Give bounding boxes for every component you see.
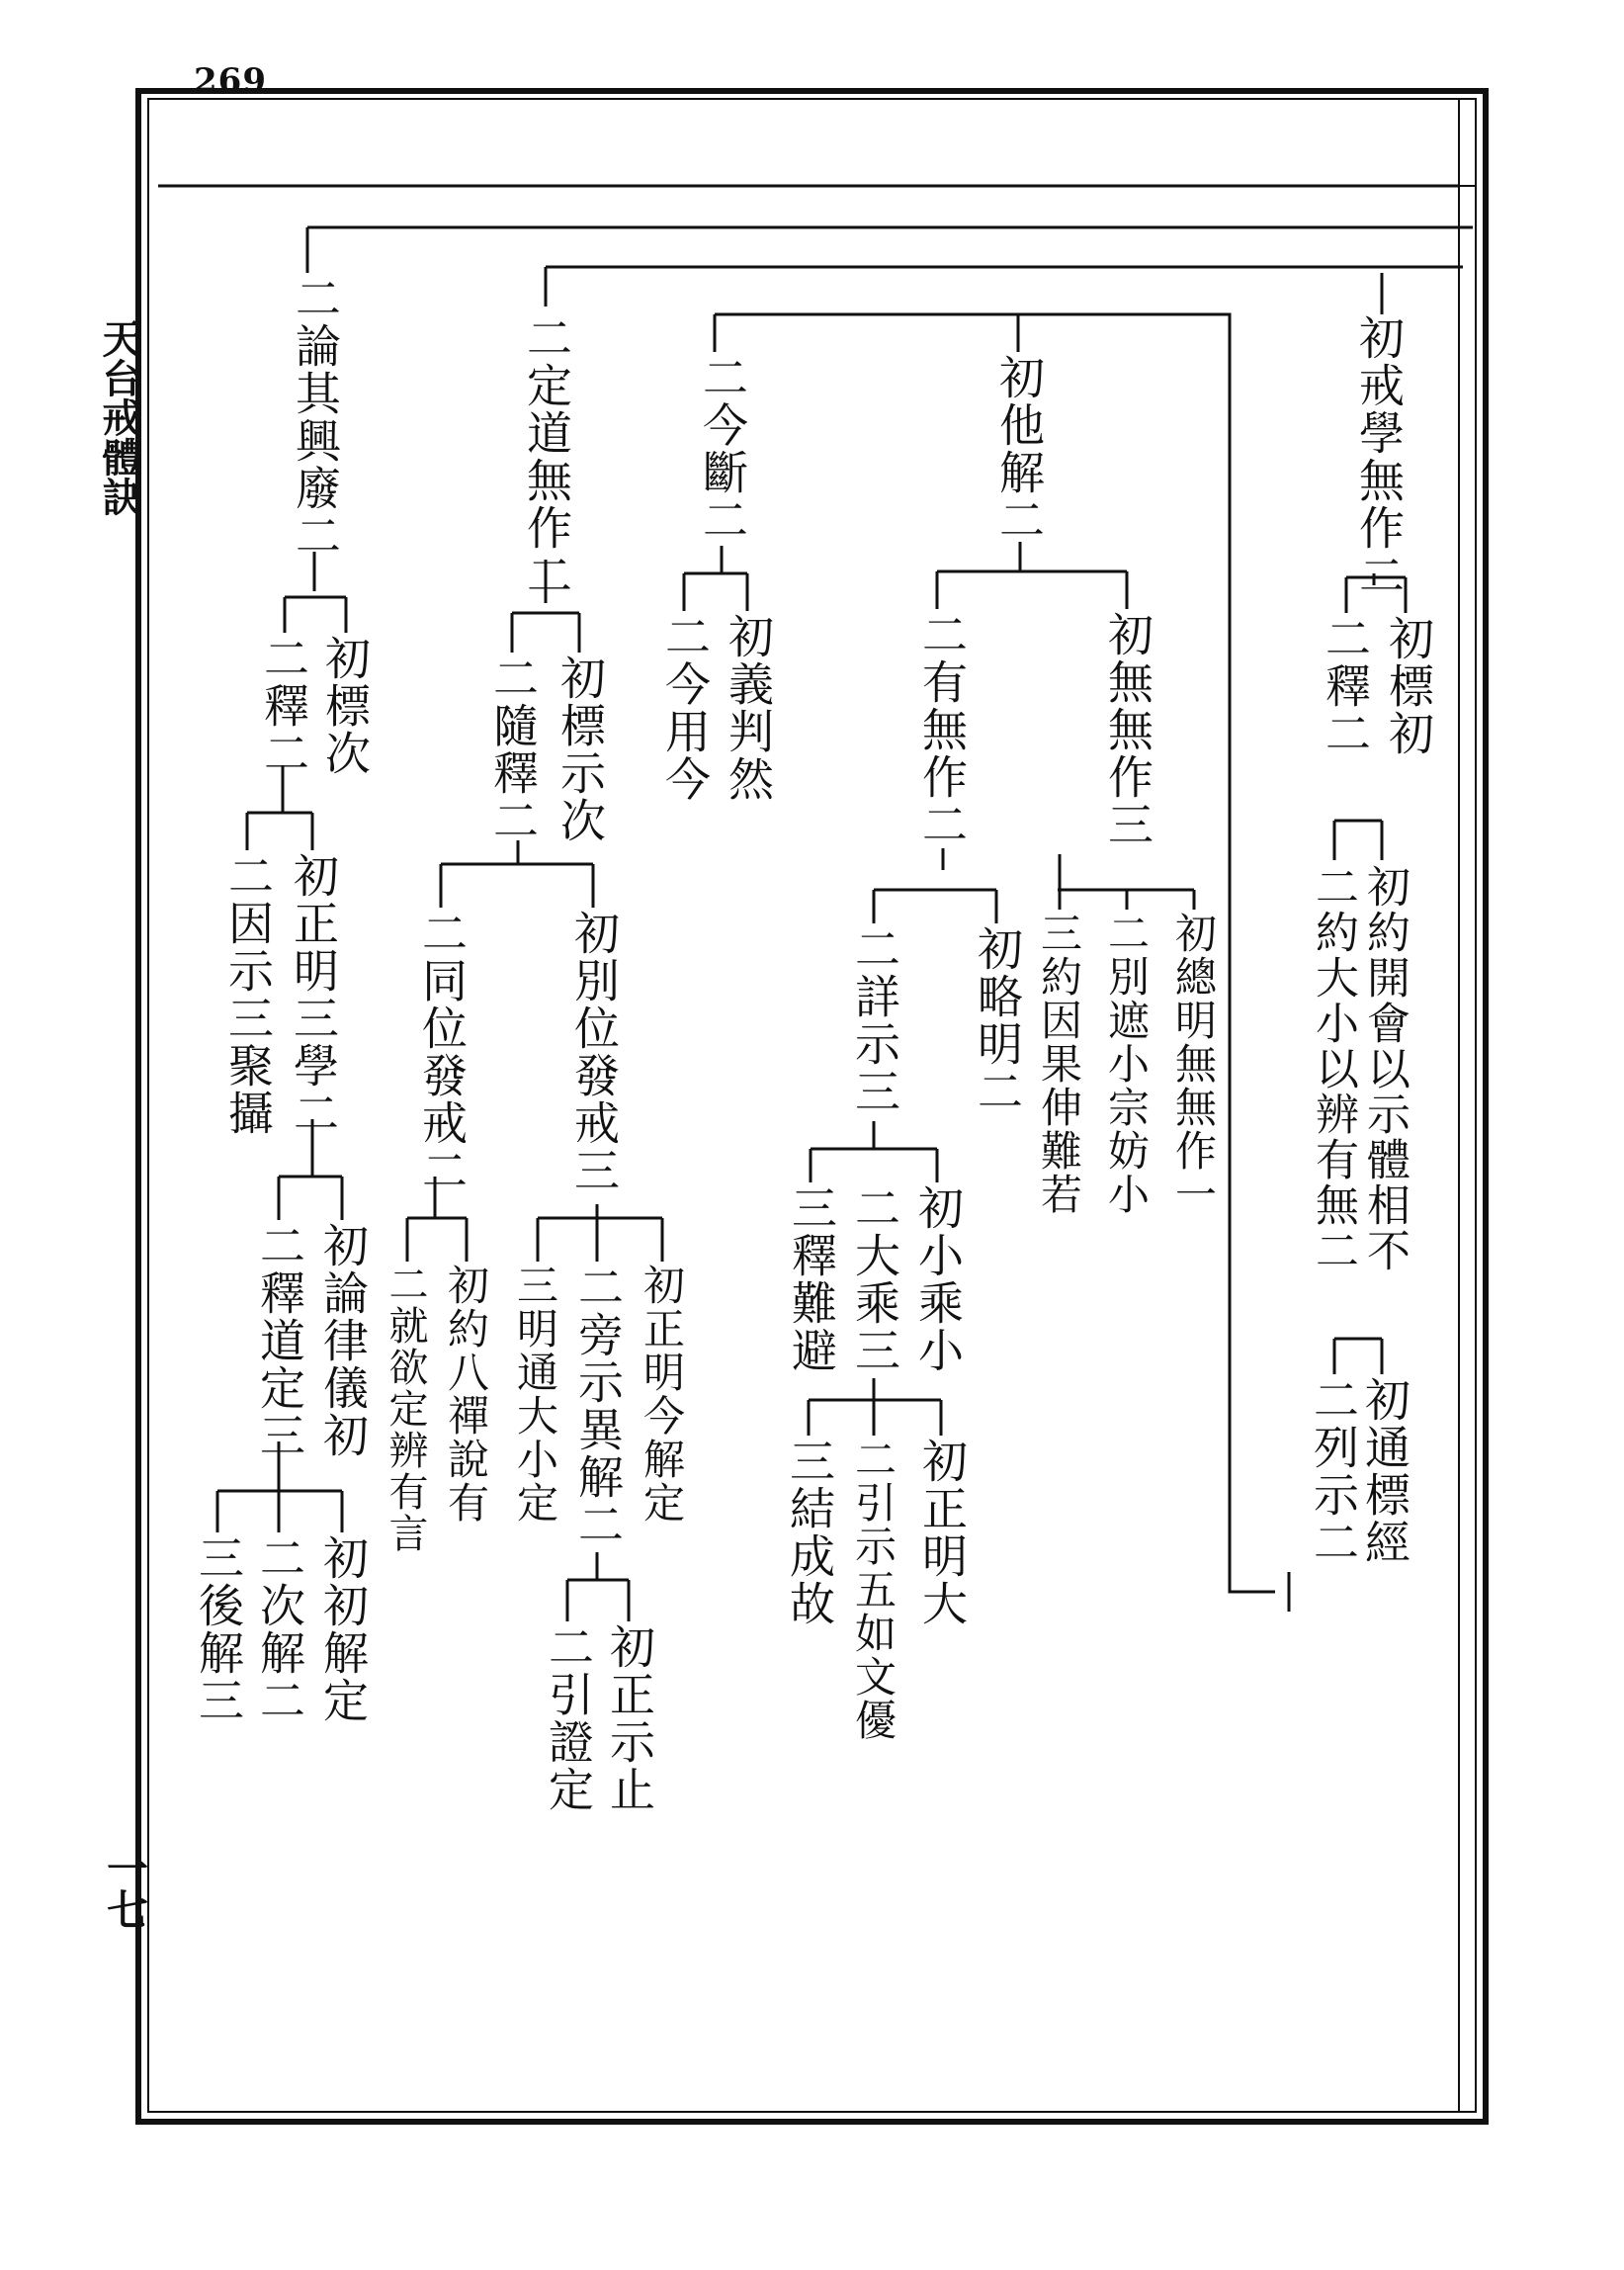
page-number: 269	[194, 61, 267, 101]
node-b2-yipan: 初義判然	[722, 613, 775, 803]
node-b1-biezhe: 二別遮小宗妨小	[1102, 912, 1151, 1216]
node-b1: 初他解二	[992, 354, 1046, 544]
node-c-tong: 二同位發戒二	[415, 910, 469, 1194]
node-d-shidaoding: 二釋道定三	[253, 1222, 306, 1459]
page-footer: 一七	[101, 1847, 149, 1930]
node-b1-xiangshi: 二詳示三	[848, 925, 901, 1115]
node-c-jiuyuding: 二就欲定辨有言	[383, 1264, 428, 1554]
node-c-yuebachan: 初約八禪說有	[442, 1264, 490, 1525]
node-d-shi: 二釋二	[257, 635, 310, 777]
node-c-zhengshi: 初正示止	[603, 1623, 656, 1813]
node-d-zhengming: 初正明三學二	[287, 852, 340, 1137]
node-d: 二論其興廢二	[289, 275, 342, 560]
node-b1-dasheng: 二大乘三	[848, 1184, 901, 1374]
node-d-cijie: 二次解二	[253, 1534, 306, 1724]
node-root-a: 初戒學無作二	[1352, 314, 1406, 599]
node-a-shi: 二釋二	[1319, 615, 1372, 757]
node-b1-wu: 初無無作三	[1101, 611, 1154, 848]
node-b1-sanyue: 三約因果伸難若	[1035, 912, 1083, 1216]
node-b1-lueming: 初略明二	[971, 925, 1024, 1115]
node-a-tong: 初通標經	[1358, 1376, 1411, 1566]
node-b2-jinyong: 二今用今	[658, 613, 712, 803]
node-b1-yinshi: 二引示五如文優	[849, 1438, 897, 1742]
node-d-yinshi: 二因示三聚攝	[221, 852, 275, 1137]
node-a-yue1: 初約開會以示體相不	[1359, 864, 1410, 1273]
node-a-yue2: 二約大小以辨有無二	[1308, 864, 1358, 1273]
node-c-biao: 初標示次	[554, 655, 607, 844]
node-a-biao: 初標初	[1382, 615, 1435, 757]
node-a-lie: 二列示二	[1307, 1376, 1360, 1566]
node-b1-shinan: 三釋難避	[785, 1184, 838, 1374]
node-b1-xiaosheng: 初小乘小	[911, 1184, 965, 1374]
node-d-chujie: 初初解定	[316, 1534, 370, 1724]
node-b1-you: 二有無作二	[915, 611, 969, 848]
running-head: 天台戒體訣	[96, 318, 142, 516]
node-c: 二定道無作二	[520, 314, 573, 599]
node-c-suishi: 二隨釋二	[486, 655, 540, 844]
node-d-lunlvyi: 初論律儀初	[316, 1222, 370, 1459]
node-b1-zongming: 初總明無無作一	[1169, 912, 1218, 1216]
node-d-houjie: 三後解三	[192, 1534, 245, 1724]
node-c-pangshi: 二旁示異解二	[571, 1264, 625, 1548]
node-c-zhengming: 初正明今解定	[638, 1264, 686, 1525]
node-b1-zhengming: 初正明大	[915, 1438, 969, 1627]
node-d-biao: 初標次	[318, 635, 372, 777]
node-c-mingtong: 三明通大小定	[511, 1264, 559, 1525]
node-c-bie: 初別位發戒三	[567, 910, 621, 1194]
node-b2: 二今斷二	[696, 354, 749, 544]
node-b1-jiecheng: 三結成故	[783, 1438, 836, 1627]
node-c-yinzheng: 二引證定	[542, 1623, 595, 1813]
